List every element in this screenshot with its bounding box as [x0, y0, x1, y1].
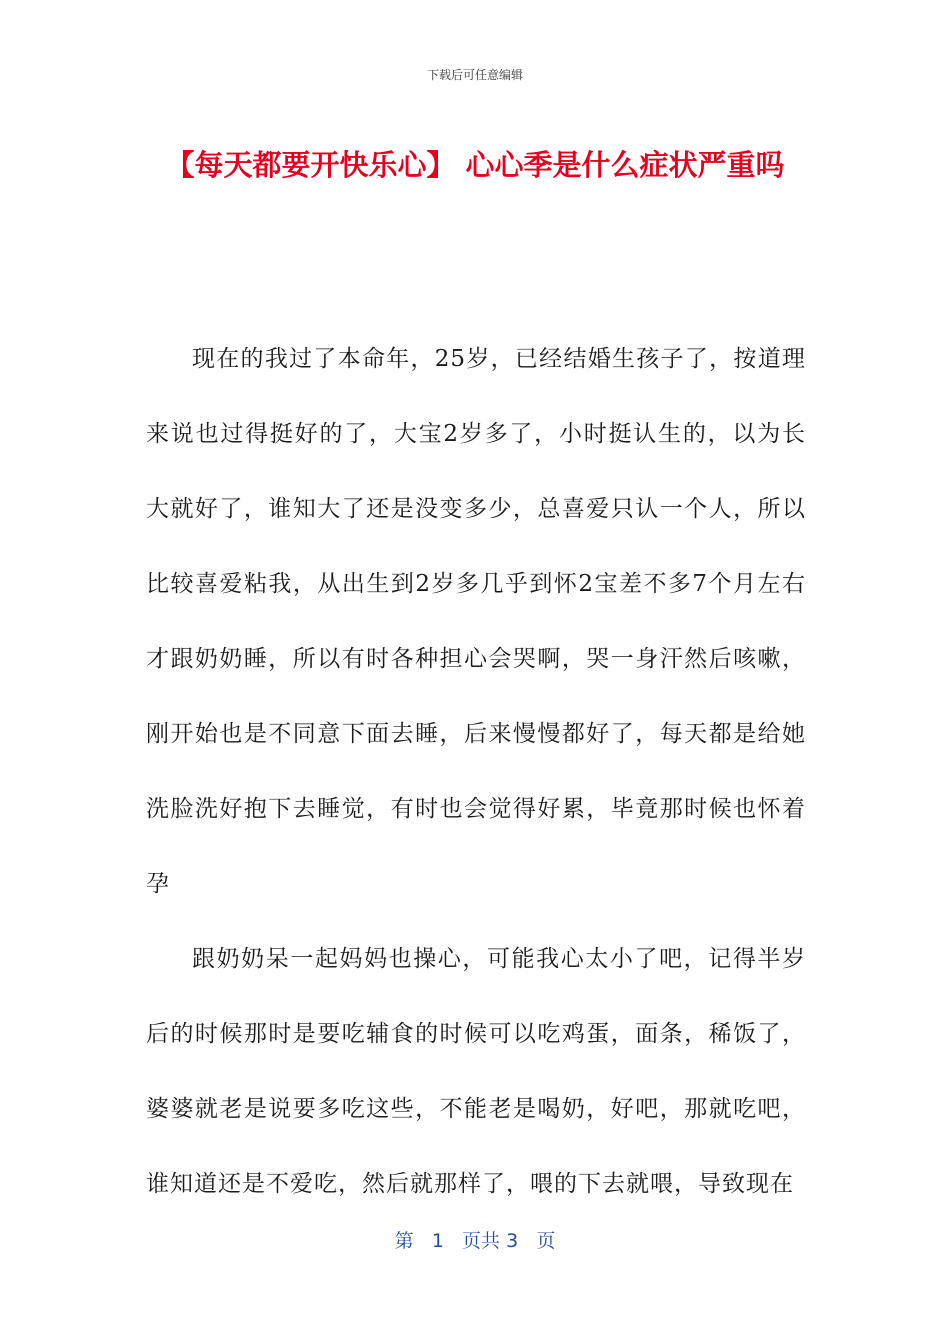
- paragraph-2: 跟奶奶呆一起妈妈也操心，可能我心太小了吧，记得半岁后的时候那时是要吃辅食的时候可以吃鸡蛋，面条，稀饭了，婆婆就老是说要多吃这些，不能老是喝奶，好吧，那就吃吧，谁知道还是不爱吃，然后就那样了，喂的下去就喂，导致现在: [146, 946, 806, 1197]
- paragraph-1: 现在的我过了本命年，25岁，已经结婚生孩子了，按道理来说也过得挺好的了，大宝2岁多了，小时挺认生的，以为长大就好了，谁知大了还是没变多少，总喜爱只认一个人，所以比较喜爱粘我，从出生到2岁多几乎到怀2宝差不多7个月左右才跟奶奶睡，所以有时各种担心会哭啊，哭一身汗然后咳嗽，刚开始也是不同意下面去睡，后来慢慢都好了，每天都是给她洗脸洗好抱下去睡觉，有时也会觉得好累，毕竟那时候也怀着孕: [146, 346, 806, 897]
- footer-current-page: 1: [431, 1230, 444, 1252]
- document-body: [146, 322, 806, 1222]
- document-title: 【每天都要开快乐心】 心心季是什么症状严重吗: [165, 148, 785, 182]
- footer-label-of: 页共: [462, 1230, 501, 1252]
- footer-label-end: 页: [536, 1230, 556, 1252]
- page-footer: [0, 1226, 950, 1253]
- footer-total-pages: 3: [506, 1230, 519, 1252]
- footer-label-page: 第: [394, 1230, 414, 1252]
- page-header-note: 下载后可任意编辑: [426, 68, 523, 82]
